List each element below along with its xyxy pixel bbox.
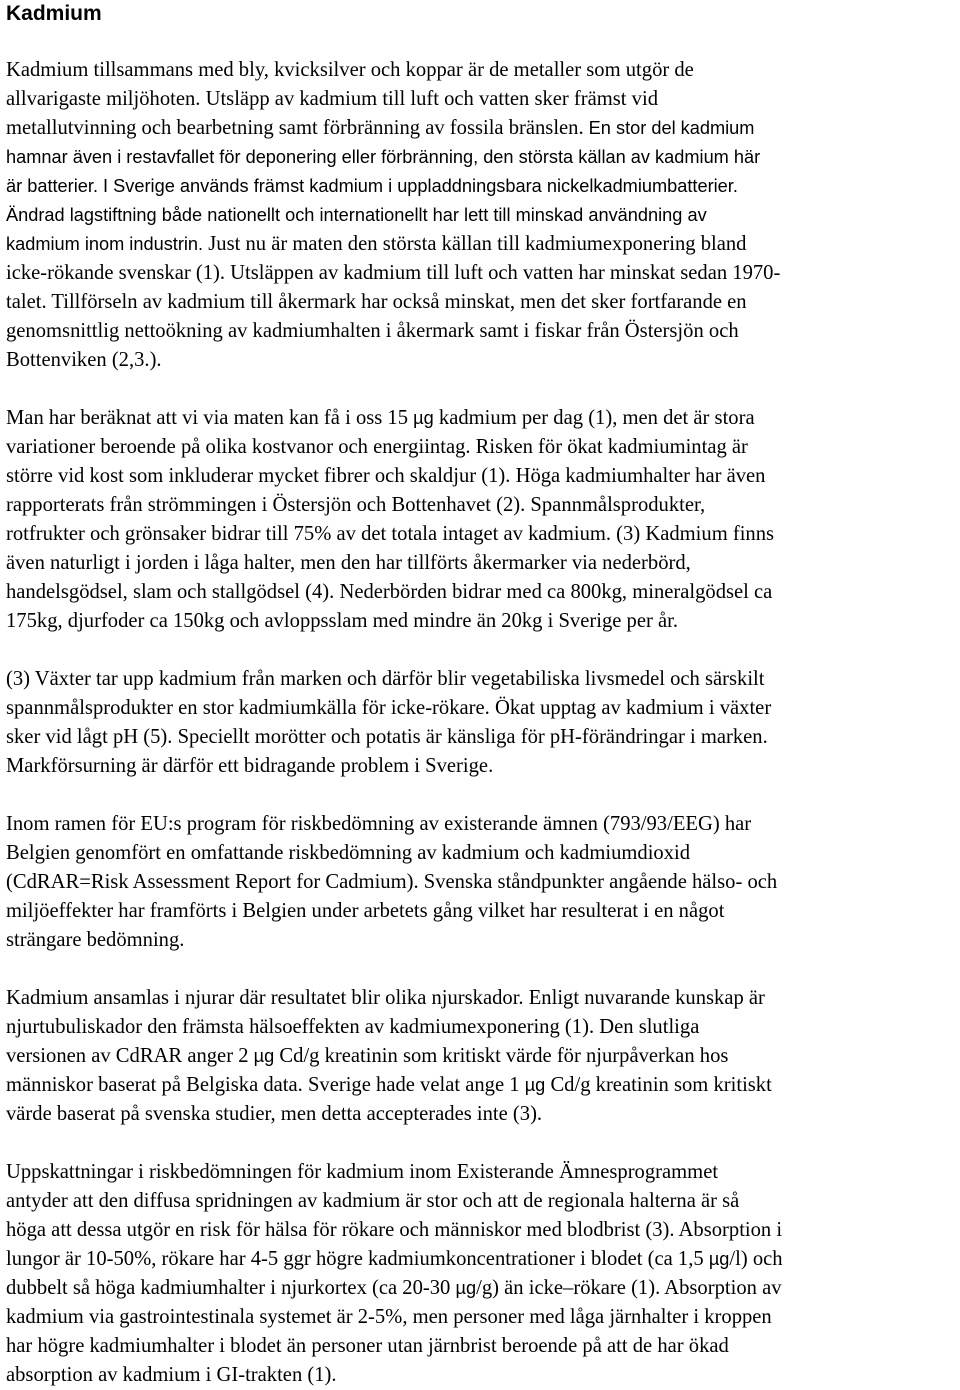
text-line: versionen av CdRAR anger 2 µg Cd/g kreatinin som kritiskt värde för njurpåverkan hos (6, 1045, 729, 1067)
text-line: talet. Tillförseln av kadmium till åkermark har också minskat, men det sker fortfarande en (6, 291, 747, 313)
paragraph-3 (6, 665, 952, 781)
text-line: variationer beroende på olika kostvanor och energiintag. Risken för ökat kadmiumintag är (6, 436, 748, 458)
text-line: rapporterats från strömmingen i Östersjön och Bottenhavet (2). Spannmålsprodukter, (6, 494, 706, 516)
text-line: Uppskattningar i riskbedömningen för kadmium inom Existerande Ämnesprogrammet (6, 1161, 719, 1183)
text-line: värde baserat på svenska studier, men detta accepterades inte (3). (6, 1103, 543, 1125)
text-line: även naturligt i jorden i låga halter, men den har tillförts åkermarker via nederbörd, (6, 552, 691, 574)
text-line: höga att dessa utgör en risk för hälsa för rökare och människor med blodbrist (3). Absorption i (6, 1219, 783, 1241)
text-line: sker vid lågt pH (5). Speciellt morötter och potatis är känsliga för pH-förändringar i marken. (6, 726, 768, 748)
paragraph-2 (6, 404, 952, 636)
paragraph-5 (6, 984, 952, 1129)
text-line: lungor är 10-50%, rökare har 4-5 ggr högre kadmiumkoncentrationer i blodet (ca 1,5 µg/l) och (6, 1248, 783, 1270)
text-line: (3) Växter tar upp kadmium från marken och därför blir vegetabiliska livsmedel och särskilt (6, 668, 765, 690)
text-line: metallutvinning och bearbetning samt förbränning av fossila bränslen. En stor del kadmium (6, 117, 755, 139)
text-line: icke-rökande svenskar (1). Utsläppen av kadmium till luft och vatten har minskat sedan 1970- (6, 262, 781, 284)
text-line: 175kg, djurfoder ca 150kg och avloppsslam med mindre än 20kg i Sverige per år. (6, 610, 678, 632)
text-line: kadmium via gastrointestinala systemet är 2-5%, men personer med låga järnhalter i kroppen (6, 1306, 772, 1328)
text-line: spannmålsprodukter en stor kadmiumkälla för icke-rökare. Ökat upptag av kadmium i växter (6, 697, 772, 719)
text-line: handelsgödsel, slam och stallgödsel (4). Nederbörden bidrar med ca 800kg, mineralgödsel ca (6, 581, 773, 603)
text-line: miljöeffekter har framförts i Belgien under arbetets gång vilket har resulterat i en något (6, 900, 725, 922)
text-line: rotfrukter och grönsaker bidrar till 75% av det totala intaget av kadmium. (3) Kadmium finns (6, 523, 775, 545)
text-line: Bottenviken (2,3.). (6, 349, 162, 371)
text-line: större vid kost som inkluderar mycket fibrer och skaldjur (1). Höga kadmiumhalter har även (6, 465, 766, 487)
text-line: absorption av kadmium i GI-trakten (1). (6, 1364, 337, 1386)
text-line: dubbelt så höga kadmiumhalter i njurkortex (ca 20-30 µg/g) än icke–rökare (1). Absorption av (6, 1277, 782, 1299)
text-line: har högre kadmiumhalter i blodet än personer utan järnbrist beroende på att de har ökad (6, 1335, 729, 1357)
text-line: Man har beräknat att vi via maten kan få i oss 15 µg kadmium per dag (1), men det är stora (6, 407, 755, 429)
text-line: genomsnittlig nettoökning av kadmiumhalten i åkermark samt i fiskar från Östersjön och (6, 320, 739, 342)
text-line: Kadmium tillsammans med bly, kvicksilver och koppar är de metaller som utgör de (6, 59, 694, 81)
text-line: antyder att den diffusa spridningen av kadmium är stor och att de regionala halterna är så (6, 1190, 740, 1212)
text-line: hamnar även i restavfallet för deponering eller förbränning, den största källan av kadmium här (6, 147, 761, 167)
text-line: människor baserat på Belgiska data. Sverige hade velat ange 1 µg Cd/g kreatinin som kritiskt (6, 1074, 772, 1096)
text-line: kadmium inom industrin. Just nu är maten den största källan till kadmiumexponering bland (6, 233, 747, 255)
text-line: Markförsurning är därför ett bidragande problem i Sverige. (6, 755, 494, 777)
text-line: är batterier. I Sverige används främst kadmium i uppladdningsbara nickelkadmiumbatterier. (6, 176, 738, 196)
text-line: Kadmium ansamlas i njurar där resultatet blir olika njurskador. Enligt nuvarande kunskap är (6, 987, 765, 1009)
text-line: allvarigaste miljöhoten. Utsläpp av kadmium till luft och vatten sker främst vid (6, 88, 658, 110)
paragraph-1 (6, 56, 952, 375)
document-title: Kadmium (6, 2, 102, 25)
text-line: Ändrad lagstiftning både nationellt och internationellt har lett till minskad användning av (6, 205, 707, 225)
text-line: Belgien genomfört en omfattande riskbedömning av kadmium och kadmiumdioxid (6, 842, 691, 864)
paragraph-6 (6, 1158, 952, 1390)
document-page (6, 0, 952, 1390)
paragraph-4 (6, 810, 952, 955)
text-line: strängare bedömning. (6, 929, 185, 951)
text-line: Inom ramen för EU:s program för riskbedömning av existerande ämnen (793/93/EEG) har (6, 813, 752, 835)
text-line: (CdRAR=Risk Assessment Report for Cadmium). Svenska ståndpunkter angående hälso- och (6, 871, 778, 893)
text-line: njurtubuliskador den främsta hälsoeffekten av kadmiumexponering (1). Den slutliga (6, 1016, 700, 1038)
